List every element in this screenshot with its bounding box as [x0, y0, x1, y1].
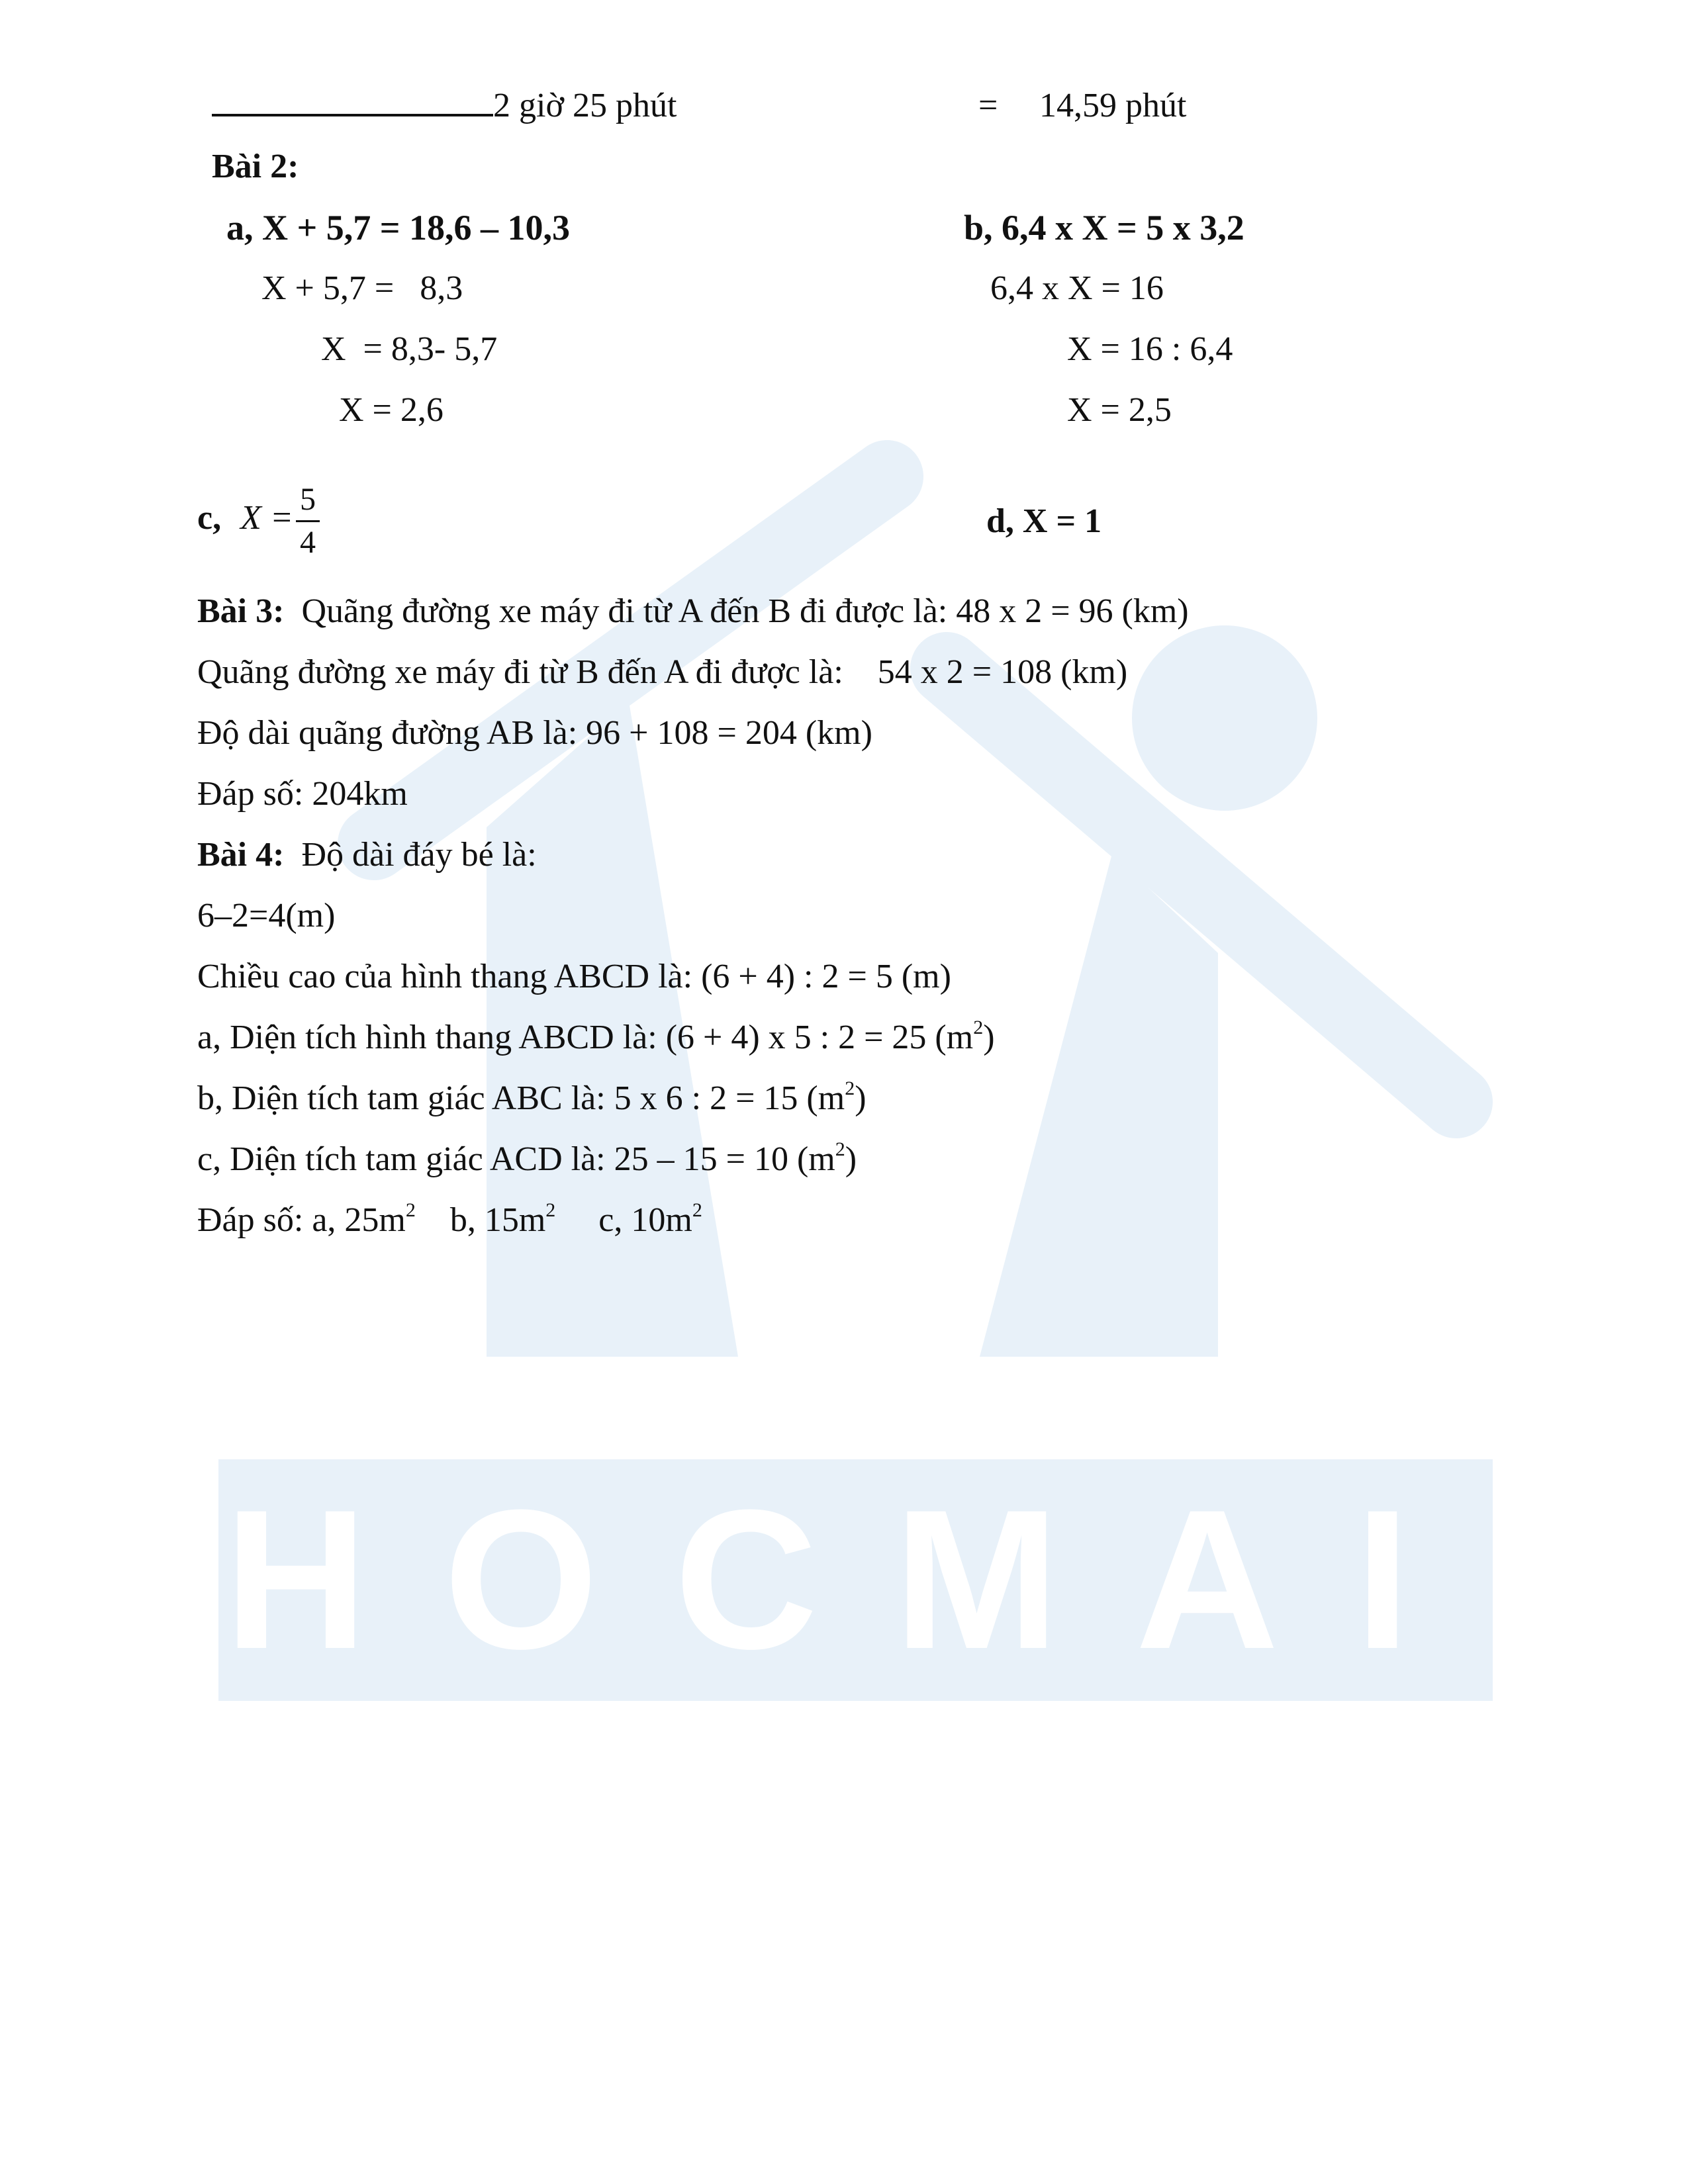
bai2-c-label: c, [197, 499, 222, 537]
answer-c: c, 10m [598, 1201, 692, 1239]
bai2-b-step1: 6,4 x X = 16 [990, 269, 1164, 307]
bai4-c [197, 1140, 857, 1179]
fraction-denominator: 4 [299, 524, 316, 560]
bai3-heading: Bài 3: [197, 592, 285, 630]
close-paren: ) [983, 1019, 995, 1056]
superscript: 2 [973, 1017, 984, 1038]
bai2-d-title: d, X = 1 [986, 502, 1102, 540]
bai4-line1 [197, 835, 537, 875]
bai4-a [197, 1018, 995, 1058]
answer-a: Đáp số: a, 25m [197, 1201, 406, 1239]
bai4-a-text: a, Diện tích hình thang ABCD là: (6 + 4) x 5 : 2 = 25 (m [197, 1019, 974, 1056]
bai2-b-step3: X = 2,5 [1067, 391, 1172, 429]
bai2-b-title: b, 6,4 x X = 5 x 3,2 [964, 208, 1244, 248]
line-time [212, 86, 677, 126]
bai2-c-var: X = [240, 499, 293, 537]
bai2-b-step2: X = 16 : 6,4 [1067, 330, 1233, 368]
superscript: 2 [692, 1199, 702, 1221]
close-paren: ) [845, 1140, 857, 1178]
bai2-a-title: a, X + 5,7 = 18,6 – 10,3 [226, 208, 571, 248]
bai3-line2: Quãng đường xe máy đi từ B đến A đi được là: 54 x 2 = 108 (km) [197, 653, 1128, 691]
fraction [296, 479, 320, 563]
time-left: 2 giờ 25 phút [493, 87, 677, 124]
superscript: 2 [835, 1138, 845, 1160]
blank-line [212, 87, 493, 116]
superscript: 2 [545, 1199, 556, 1221]
bai4-answer [197, 1201, 702, 1240]
bai4-c-text: c, Diện tích tam giác ACD là: 25 – 15 = 10 (m [197, 1140, 835, 1178]
bai4-text1: Độ dài đáy bé là: [301, 836, 537, 874]
close-paren: ) [855, 1079, 867, 1117]
answer-b: b, 15m [449, 1201, 546, 1239]
bai4-height: Chiều cao của hình thang ABCD là: (6 + 4) : 2 = 5 (m) [197, 958, 951, 995]
time-eq: = [978, 87, 998, 124]
bai4-calc: 6–2=4(m) [197, 897, 336, 934]
bai2-a-step1: X + 5,7 = 8,3 [261, 269, 463, 307]
fraction-numerator: 5 [296, 479, 320, 522]
bai4-b [197, 1079, 867, 1118]
bai2-a-step3: X = 2,6 [339, 391, 444, 429]
superscript: 2 [845, 1077, 855, 1099]
bai3-line1 [197, 592, 1189, 631]
brand-text: HOCMAI [224, 1468, 1487, 1690]
bai2-heading: Bài 2: [212, 148, 299, 185]
bai2-a-step2: X = 8,3- 5,7 [321, 330, 498, 368]
bai2-c [197, 475, 320, 568]
bai3-text1: Quãng đường xe máy đi từ A đến B đi được là: 48 x 2 = 96 (km) [301, 592, 1189, 630]
bai3-answer: Đáp số: 204km [197, 775, 408, 813]
bai4-b-text: b, Diện tích tam giác ABC là: 5 x 6 : 2 = 15 (m [197, 1079, 845, 1117]
superscript: 2 [405, 1199, 416, 1221]
time-right: 14,59 phút [1039, 87, 1187, 124]
bai3-line3: Độ dài quãng đường AB là: 96 + 108 = 204 (km) [197, 714, 872, 752]
bai4-heading: Bài 4: [197, 836, 285, 874]
